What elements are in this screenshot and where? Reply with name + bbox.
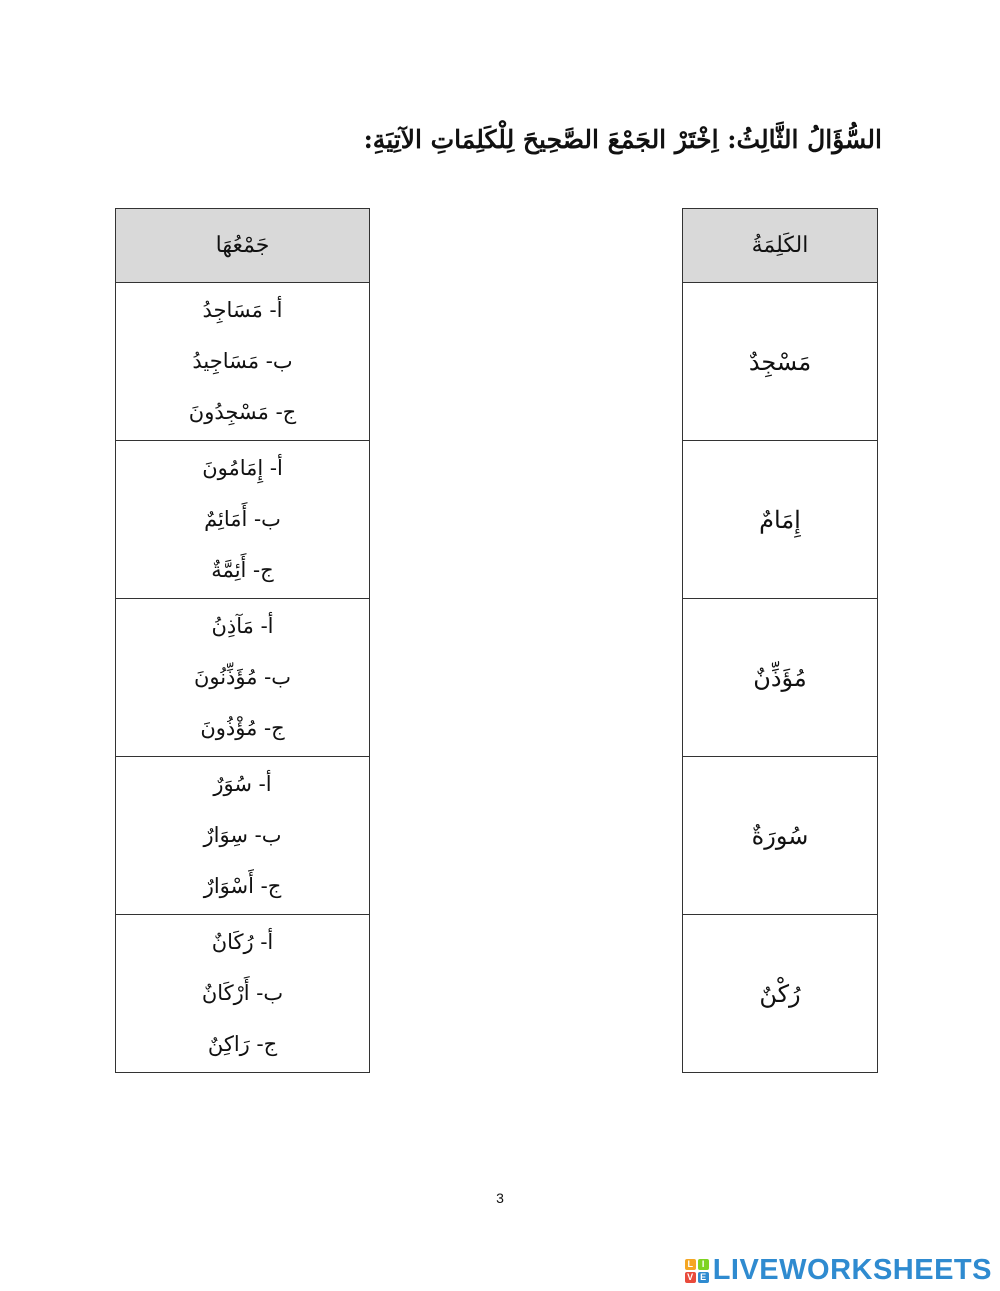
logo-tile: I [698,1259,709,1270]
plural-option[interactable]: أ- مَآذِنُ [211,614,274,638]
plural-option[interactable]: أ- سُوَرٌ [213,772,272,796]
plural-option[interactable]: أ- رُكَانٌ [211,930,274,954]
plural-option[interactable]: أ- إِمَامُونَ [202,456,283,480]
plural-options-cell [116,283,370,441]
plural-option[interactable]: ج- أَسْوَارٌ [203,874,282,898]
plural-option[interactable]: ج- أَئِمَّةٌ [211,558,274,582]
plural-option[interactable]: ب- مَسَاجِيدُ [192,349,293,373]
word-cell [683,757,878,915]
liveworksheets-brand [685,1254,992,1287]
word-text: سُورَةٌ [751,821,809,850]
word-table [682,208,878,1073]
word-text: مُؤَذِّنٌ [753,663,807,692]
word-text: رُكْنٌ [759,979,801,1008]
plural-option[interactable]: ب- أَرْكَانٌ [201,981,284,1005]
plural-options-cell [116,915,370,1073]
plural-option[interactable]: ج- مُؤْذُونَ [200,716,285,740]
plural-option[interactable]: ب- سِوَارٌ [203,823,282,847]
logo-tile: L [685,1259,696,1270]
word-table-header: الكَلِمَةُ [683,209,878,283]
word-cell [683,283,878,441]
page-number: 3 [496,1190,504,1206]
logo-tile: V [685,1272,696,1283]
plural-table [115,208,370,1073]
word-text: مَسْجِدٌ [748,347,812,376]
word-text: إِمَامٌ [759,505,801,534]
plural-option[interactable]: ج- مَسْجِدُونَ [188,400,297,424]
plural-table-header: جَمْعُهَا [116,209,370,283]
word-cell [683,441,878,599]
plural-options-cell [116,757,370,915]
plural-option[interactable]: ب- مُؤَذِّنُونَ [193,665,292,689]
liveworksheets-logo-icon [685,1259,709,1283]
brand-name: LIVEWORKSHEETS [712,1254,992,1286]
question-title: السُّؤَالُ الثَّالِثُ: اِخْتَرْ الجَمْعَ الصَّحِيحَ لِلْكَلِمَاتِ الآتِيَةِ: [363,125,882,154]
logo-tile: E [698,1272,709,1283]
plural-option[interactable]: ب- أَمَائِمٌ [204,507,281,531]
word-cell [683,599,878,757]
plural-option[interactable]: ج- رَاكِنٌ [207,1032,278,1056]
plural-options-cell [116,599,370,757]
plural-option[interactable]: أ- مَسَاجِدُ [202,298,283,322]
word-cell [683,915,878,1073]
plural-options-cell [116,441,370,599]
